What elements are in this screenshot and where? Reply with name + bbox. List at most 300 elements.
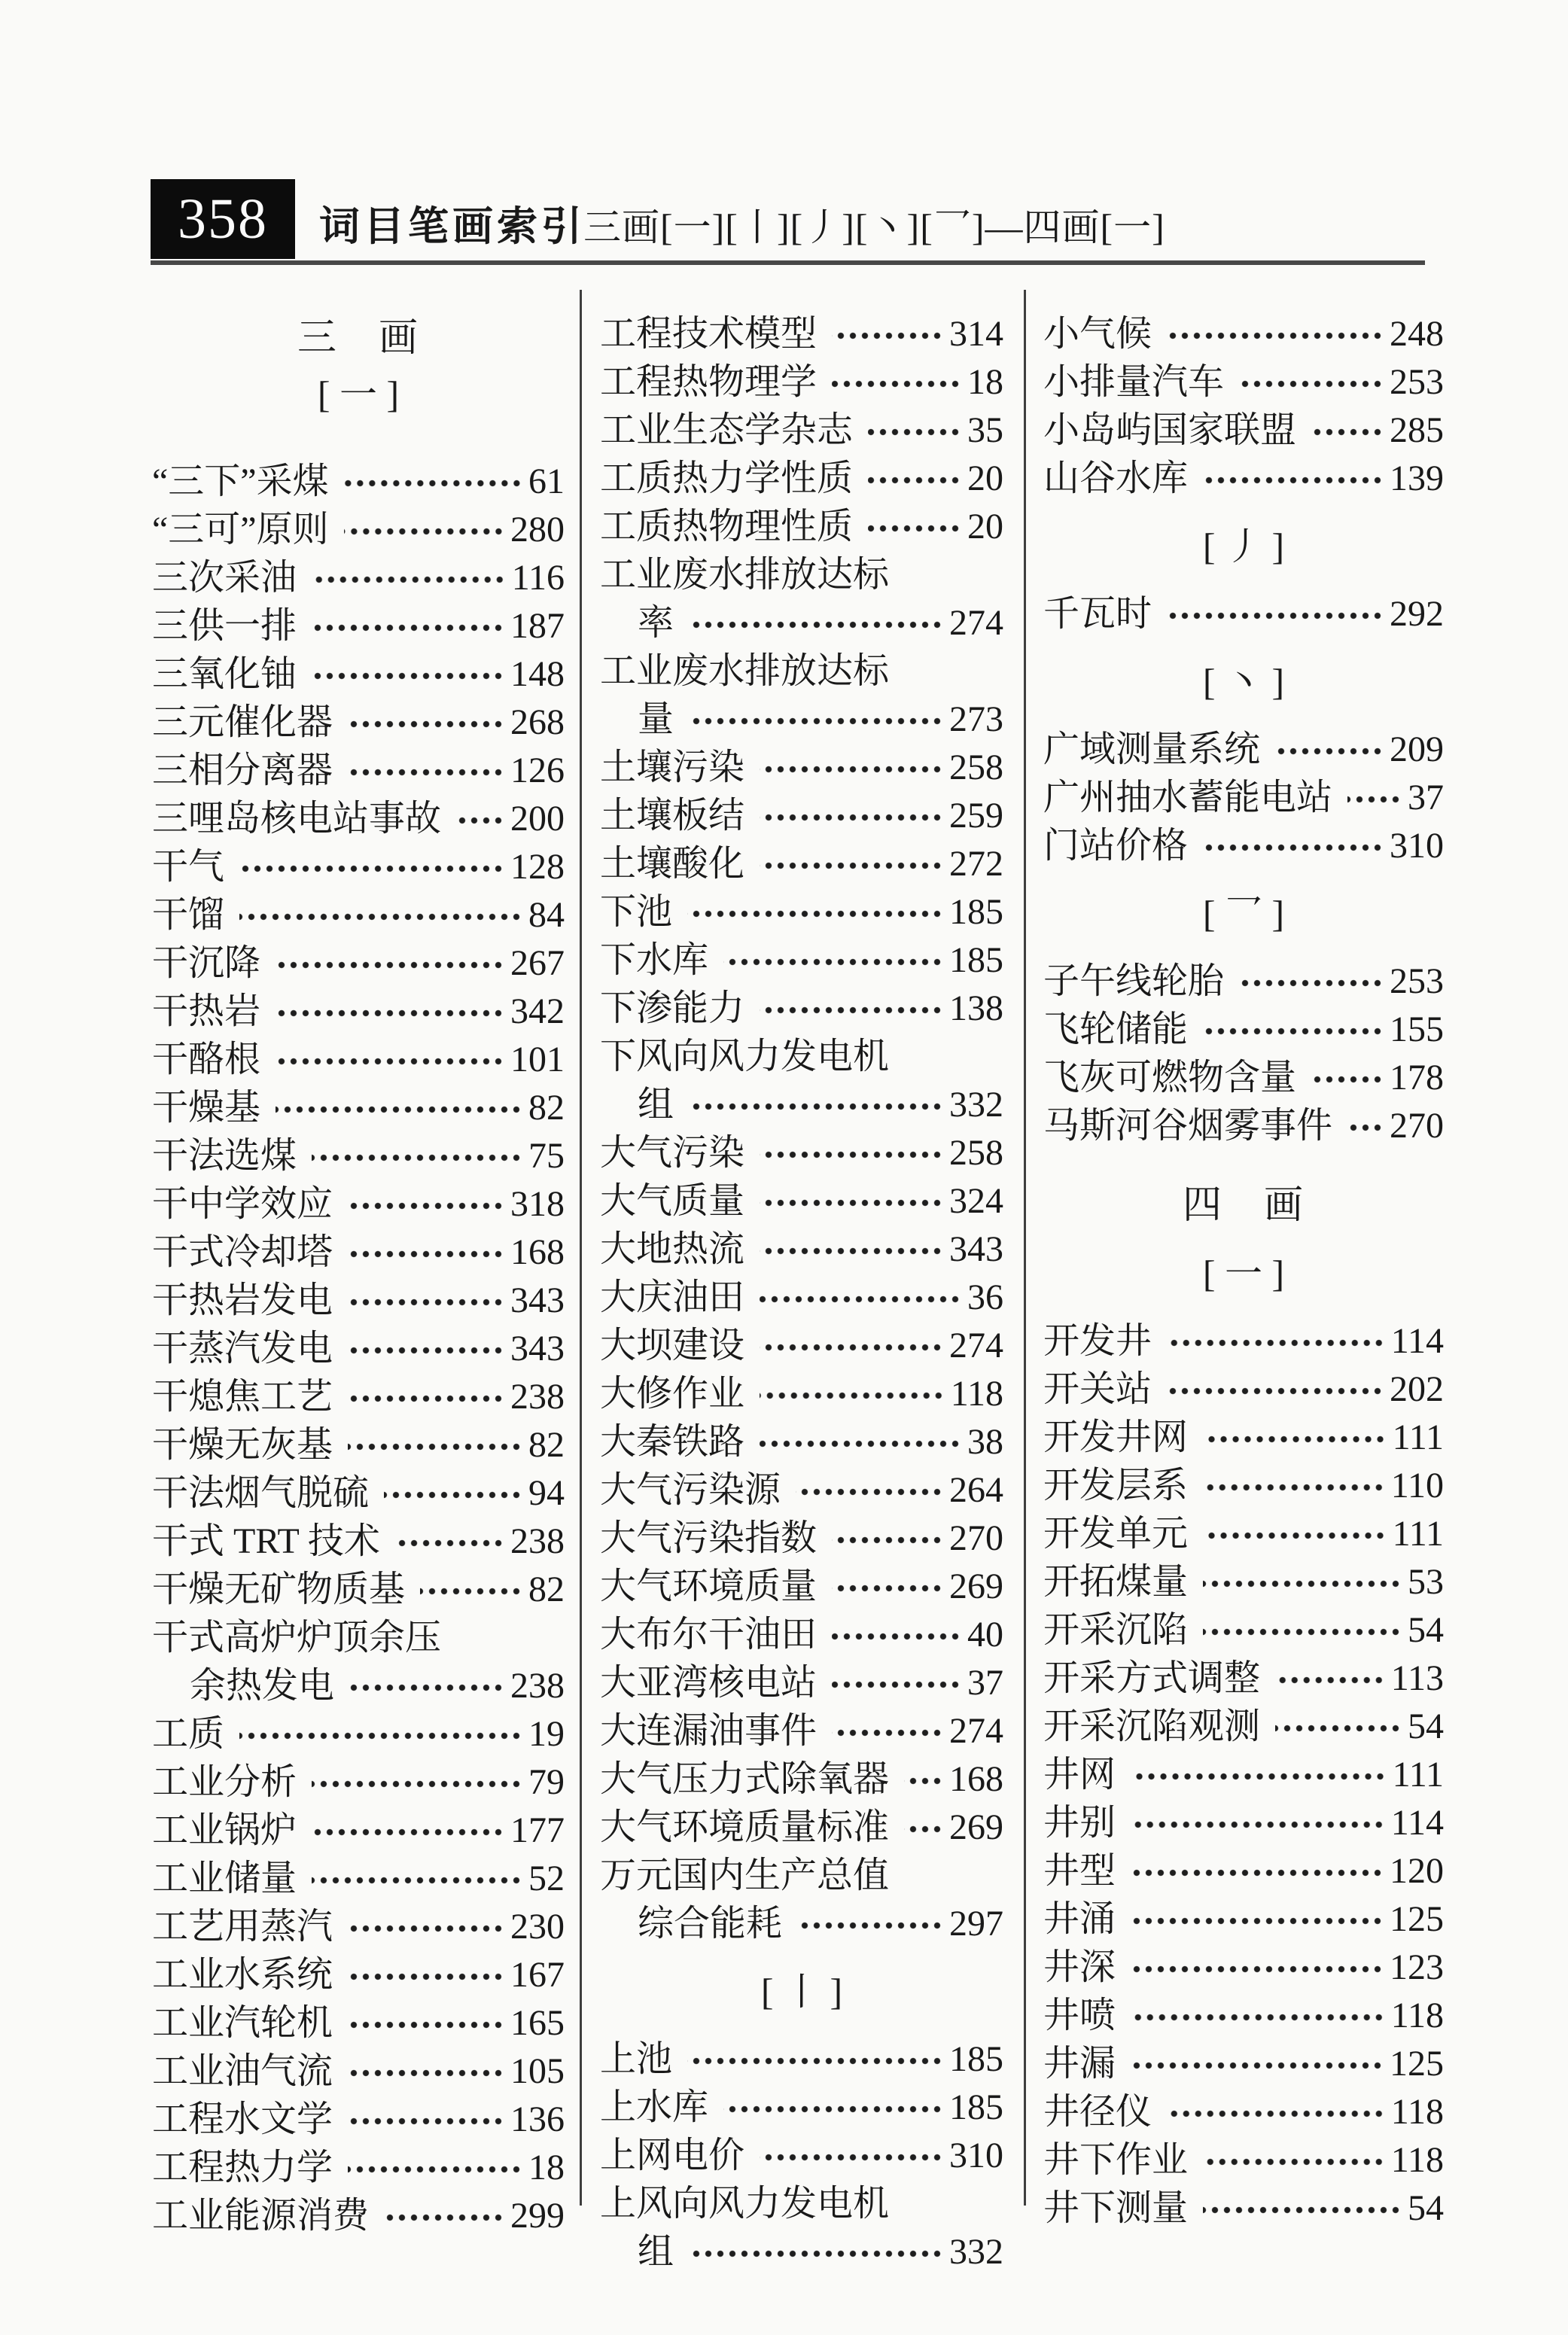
dot-leader — [348, 1228, 504, 1277]
index-entry — [152, 2047, 565, 2096]
index-entry — [600, 1707, 1003, 1755]
entry-page-number: 111 — [1392, 1417, 1444, 1457]
dot-leader — [348, 2144, 522, 2192]
entry-page-number: 37 — [1408, 778, 1444, 817]
index-entry — [1043, 774, 1444, 822]
entry-term: 井网 — [1043, 1755, 1116, 1795]
entry-page-number: 118 — [950, 1374, 1003, 1414]
entry-term: 门站价格 — [1043, 826, 1189, 866]
index-entry — [1043, 1895, 1444, 1944]
entry-page-number: 299 — [510, 2196, 565, 2236]
dot-leader — [276, 939, 504, 988]
entry-term: 三氧化铀 — [152, 654, 297, 694]
entry-page-number: 18 — [528, 2148, 565, 2187]
dot-leader — [832, 1515, 943, 1563]
entry-term: 量 — [638, 699, 674, 739]
dot-leader — [760, 1274, 961, 1322]
dot-leader — [760, 1418, 961, 1466]
entry-page-number: 165 — [510, 2003, 565, 2043]
entry-term: 干气 — [152, 847, 225, 887]
index-entry — [600, 744, 1003, 792]
index-column-1 — [152, 310, 565, 2240]
index-entry — [1043, 2040, 1444, 2088]
bracket-heading: [ 乛 ] — [1202, 893, 1285, 935]
entry-page-number: 274 — [949, 1711, 1003, 1751]
dot-leader — [1203, 2184, 1402, 2233]
entry-page-number: 200 — [510, 799, 565, 839]
entry-term: 干热岩发电 — [152, 1280, 333, 1320]
index-entry — [152, 1614, 565, 1662]
index-entry — [152, 795, 565, 843]
entry-page-number: 343 — [510, 1329, 565, 1368]
dot-leader — [1203, 455, 1384, 503]
entry-term: 工业生态学杂志 — [600, 410, 854, 450]
entry-term: 干酪根 — [152, 1040, 261, 1079]
entry-term: 井径仪 — [1043, 2092, 1152, 2132]
index-entry — [600, 2132, 1003, 2180]
entry-page-number: 258 — [949, 1133, 1003, 1173]
entry-page-number: 253 — [1390, 362, 1444, 402]
entry-term: 大地热流 — [600, 1229, 745, 1269]
dot-leader — [832, 358, 961, 406]
dot-leader — [1347, 1102, 1384, 1150]
entry-page-number: 185 — [949, 940, 1003, 980]
entry-term: 干熄焦工艺 — [152, 1377, 333, 1417]
entry-page-number: 187 — [510, 606, 565, 646]
entry-page-number: 79 — [528, 1762, 565, 1802]
entry-term: 工程水文学 — [152, 2099, 333, 2139]
dot-leader — [348, 1277, 504, 1325]
entry-term: 大连漏油事件 — [600, 1711, 817, 1751]
entry-page-number: 272 — [949, 844, 1003, 884]
index-entry — [152, 939, 565, 988]
index-entry — [152, 1807, 565, 1855]
entry-term: 井漏 — [1043, 2044, 1116, 2084]
index-entry — [600, 840, 1003, 888]
dot-leader — [348, 747, 504, 795]
index-entry — [600, 1659, 1003, 1707]
entry-term: 大布尔干油田 — [600, 1615, 817, 1655]
entry-page-number: 342 — [510, 991, 565, 1031]
entry-page-number: 125 — [1390, 2044, 1444, 2084]
index-entry — [600, 2035, 1003, 2084]
index-entry — [152, 602, 565, 650]
index-entry — [1043, 1510, 1444, 1558]
entry-page-number: 280 — [510, 510, 565, 550]
stroke-heading: 四 画 — [1182, 1184, 1305, 1227]
index-entry — [1043, 358, 1444, 406]
index-entry — [600, 599, 1003, 647]
entry-term: 工业锅炉 — [152, 1810, 297, 1850]
entry-page-number: 128 — [510, 847, 565, 887]
entry-term: 井涌 — [1043, 1899, 1116, 1939]
index-entry — [152, 1710, 565, 1758]
dot-leader — [1167, 310, 1384, 358]
index-entry — [152, 1758, 565, 1807]
entry-term: 下池 — [600, 892, 673, 932]
index-entry — [1043, 2088, 1444, 2136]
dot-leader — [760, 1129, 943, 1177]
entry-page-number: 125 — [1390, 1899, 1444, 1939]
entry-page-number: 82 — [528, 1569, 565, 1609]
entry-term: 组 — [638, 2232, 674, 2272]
index-entry — [152, 650, 565, 699]
entry-term: 上池 — [600, 2039, 673, 2079]
entry-page-number: 19 — [528, 1714, 565, 1754]
dot-leader — [348, 1903, 504, 1951]
entry-page-number: 318 — [510, 1184, 565, 1224]
index-entry — [152, 1469, 565, 1518]
entry-page-number: 116 — [511, 558, 565, 598]
dot-leader — [239, 891, 522, 939]
entry-term: 土壤板结 — [600, 796, 745, 836]
entry-page-number: 111 — [1392, 1755, 1444, 1795]
index-entry — [600, 1322, 1003, 1370]
entry-term: 大气污染源 — [600, 1470, 781, 1510]
entry-term: 下渗能力 — [600, 988, 745, 1028]
dot-leader — [1167, 1317, 1385, 1365]
dot-leader — [312, 1807, 504, 1855]
entry-page-number: 297 — [949, 1904, 1003, 1944]
dot-leader — [312, 1132, 522, 1180]
index-entry — [600, 1081, 1003, 1129]
entry-term: 广域测量系统 — [1043, 729, 1261, 769]
index-entry — [1043, 1054, 1444, 1102]
dot-leader — [687, 2035, 943, 2084]
entry-term: 干馏 — [152, 895, 225, 935]
dot-leader — [1275, 726, 1384, 774]
entry-page-number: 185 — [949, 2039, 1003, 2079]
dot-leader — [395, 1518, 504, 1566]
index-entry — [600, 1755, 1003, 1804]
index-title: 词目笔画索引 — [319, 204, 586, 249]
entry-term: 小排量汽车 — [1043, 362, 1225, 402]
entry-term: 大坝建设 — [600, 1326, 745, 1365]
dot-leader — [1239, 358, 1384, 406]
dot-leader — [689, 599, 943, 647]
entry-term: 工业能源消费 — [152, 2196, 370, 2236]
dot-leader — [760, 840, 943, 888]
dot-leader — [868, 455, 961, 503]
entry-page-number: 332 — [949, 1085, 1003, 1125]
entry-term: 工业废水排放达标 — [600, 555, 890, 595]
index-entry — [1043, 310, 1444, 358]
dot-leader — [832, 1563, 943, 1611]
entry-page-number: 324 — [949, 1181, 1003, 1221]
dot-leader — [276, 1084, 522, 1132]
entry-page-number: 332 — [949, 2232, 1003, 2272]
entry-term: 广州抽水蓄能电站 — [1043, 778, 1333, 817]
index-entry — [600, 406, 1003, 455]
entry-page-number: 310 — [949, 2136, 1003, 2175]
index-entry — [152, 2192, 565, 2240]
index-entry — [152, 1999, 565, 2047]
index-entry — [600, 2084, 1003, 2132]
entry-term: 大气环境质量 — [600, 1566, 817, 1606]
dot-leader — [1131, 1895, 1384, 1944]
entry-page-number: 264 — [949, 1470, 1003, 1510]
index-entry — [1043, 1102, 1444, 1150]
index-entry — [1043, 1992, 1444, 2040]
index-entry — [600, 1466, 1003, 1515]
dot-leader — [1311, 406, 1384, 455]
entry-term: 开拓煤量 — [1043, 1562, 1189, 1602]
dot-leader — [723, 936, 943, 985]
index-entry — [152, 1662, 565, 1710]
index-entry — [600, 792, 1003, 840]
dot-leader — [348, 1951, 504, 1999]
bracket-heading: [ 一 ] — [317, 373, 400, 416]
entry-term: 下水库 — [600, 940, 709, 980]
dot-leader — [760, 1322, 943, 1370]
dot-leader — [1203, 1006, 1384, 1054]
entry-page-number: 118 — [1390, 2140, 1444, 2180]
dot-leader — [1203, 1558, 1402, 1606]
entry-page-number: 274 — [949, 603, 1003, 643]
entry-page-number: 168 — [510, 1232, 565, 1272]
index-entry — [1043, 726, 1444, 774]
entry-page-number: 230 — [510, 1907, 565, 1947]
index-entry — [600, 2180, 1003, 2228]
dot-leader — [1275, 1703, 1402, 1751]
index-entry — [1043, 1606, 1444, 1655]
index-entry — [600, 358, 1003, 406]
entry-page-number: 238 — [510, 1521, 565, 1561]
entry-page-number: 113 — [1390, 1658, 1444, 1698]
index-entry — [600, 2228, 1003, 2276]
entry-term: 工程热力学 — [152, 2148, 333, 2187]
index-entry — [1043, 406, 1444, 455]
index-entry — [600, 647, 1003, 696]
dot-leader — [689, 696, 943, 744]
entry-term: 组 — [638, 1085, 674, 1125]
dot-leader — [1275, 1655, 1385, 1703]
entry-term: 井别 — [1043, 1803, 1116, 1843]
index-entry — [1043, 1462, 1444, 1510]
entry-page-number: 238 — [510, 1377, 565, 1417]
dot-leader — [276, 988, 504, 1036]
index-entry — [600, 1900, 1003, 1948]
index-entry — [1043, 1847, 1444, 1895]
dot-leader — [1239, 957, 1384, 1006]
entry-page-number: 82 — [528, 1425, 565, 1465]
index-entry — [600, 1515, 1003, 1563]
index-entry — [152, 1325, 565, 1373]
entry-page-number: 118 — [1390, 1996, 1444, 2035]
dot-leader — [456, 795, 504, 843]
entry-page-number: 35 — [967, 410, 1003, 450]
entry-term: 上网电价 — [600, 2136, 745, 2175]
entry-page-number: 185 — [949, 892, 1003, 932]
entry-page-number: 285 — [1390, 410, 1444, 450]
index-entry — [152, 1228, 565, 1277]
entry-term: 大秦铁路 — [600, 1422, 745, 1462]
index-entry — [1043, 822, 1444, 870]
entry-page-number: 269 — [949, 1566, 1003, 1606]
entry-term: 子午线轮胎 — [1043, 961, 1225, 1001]
entry-term: 小气候 — [1043, 314, 1152, 354]
entry-page-number: 270 — [1390, 1106, 1444, 1146]
index-entry — [600, 1129, 1003, 1177]
entry-term: 万元国内生产总值 — [600, 1856, 890, 1895]
entry-page-number: 75 — [528, 1136, 565, 1176]
index-entry — [152, 1903, 565, 1951]
entry-page-number: 37 — [967, 1663, 1003, 1703]
dot-leader — [420, 1566, 522, 1614]
entry-page-number: 168 — [949, 1759, 1003, 1799]
entry-page-number: 292 — [1390, 594, 1444, 634]
index-entry — [152, 843, 565, 891]
bracket-heading: [ 丿 ] — [1202, 525, 1285, 568]
entry-page-number: 118 — [1390, 2092, 1444, 2132]
dot-leader — [1203, 1510, 1387, 1558]
entry-term: 井型 — [1043, 1851, 1116, 1891]
column-divider — [1024, 290, 1026, 2206]
index-entry — [152, 1421, 565, 1469]
dot-leader — [904, 1804, 943, 1852]
index-entry — [152, 1951, 565, 1999]
entry-page-number: 155 — [1390, 1009, 1444, 1049]
dot-leader — [344, 458, 522, 506]
dot-leader — [760, 1225, 943, 1274]
dot-leader — [1131, 1992, 1385, 2040]
page-number: 358 — [178, 187, 268, 251]
entry-term: 工业油气流 — [152, 2051, 333, 2091]
entry-page-number: 61 — [528, 461, 565, 501]
entry-term: 井深 — [1043, 1947, 1116, 1987]
index-entry — [1043, 1006, 1444, 1054]
dot-leader — [348, 1999, 504, 2047]
dot-leader — [1131, 1799, 1385, 1847]
entry-page-number: 105 — [510, 2051, 565, 2091]
index-entry — [1043, 1655, 1444, 1703]
dot-leader — [312, 1855, 522, 1903]
dot-leader — [1203, 1462, 1385, 1510]
entry-term: 工业水系统 — [152, 1955, 333, 1995]
entry-term: 干燥无灰基 — [152, 1425, 333, 1465]
dot-leader — [1131, 1944, 1384, 1992]
entry-term: 工业汽轮机 — [152, 2003, 333, 2043]
index-entry — [1043, 590, 1444, 638]
entry-term: 工业分析 — [152, 1762, 297, 1802]
entry-term: 三哩岛核电站事故 — [152, 799, 442, 839]
index-entry — [152, 1855, 565, 1903]
dot-leader — [1203, 1414, 1387, 1462]
stroke-heading: 三 画 — [297, 317, 419, 360]
entry-page-number: 139 — [1390, 458, 1444, 498]
entry-term: 千瓦时 — [1043, 594, 1152, 634]
entry-term: 开发井网 — [1043, 1417, 1189, 1457]
entry-term: 三相分离器 — [152, 750, 333, 790]
entry-term: 开发单元 — [1043, 1514, 1189, 1554]
index-entry — [600, 1274, 1003, 1322]
entry-term: 工质热力学性质 — [600, 458, 854, 498]
entry-page-number: 111 — [1392, 1514, 1444, 1554]
entry-term: 三供一排 — [152, 606, 297, 646]
dot-leader — [348, 1373, 504, 1421]
entry-page-number: 267 — [510, 943, 565, 983]
dot-leader — [760, 744, 943, 792]
index-entry — [1043, 957, 1444, 1006]
entry-term: 开采方式调整 — [1043, 1658, 1261, 1698]
index-entry — [152, 988, 565, 1036]
entry-term: 土壤酸化 — [600, 844, 745, 884]
entry-term: 干沉降 — [152, 943, 261, 983]
entry-page-number: 258 — [949, 747, 1003, 787]
dot-leader — [344, 506, 504, 554]
index-entry — [1043, 1365, 1444, 1414]
index-entry — [152, 699, 565, 747]
dot-leader — [312, 1758, 522, 1807]
index-entry — [152, 2096, 565, 2144]
index-entry — [152, 1277, 565, 1325]
index-entry — [600, 696, 1003, 744]
index-entry — [600, 1225, 1003, 1274]
entry-page-number: 310 — [1390, 826, 1444, 866]
entry-term: 工质 — [152, 1714, 225, 1754]
entry-term: 大庆油田 — [600, 1277, 745, 1317]
index-entry — [152, 891, 565, 939]
dot-leader — [348, 1180, 504, 1228]
entry-term: 工艺用蒸汽 — [152, 1907, 333, 1947]
entry-term: 开发层系 — [1043, 1466, 1189, 1505]
entry-page-number: 343 — [510, 1280, 565, 1320]
entry-term: 干法选煤 — [152, 1136, 297, 1176]
entry-page-number: 101 — [510, 1040, 565, 1079]
dot-leader — [348, 1325, 504, 1373]
entry-page-number: 84 — [528, 895, 565, 935]
index-entry — [600, 1852, 1003, 1900]
entry-page-number: 248 — [1390, 314, 1444, 354]
dot-leader — [349, 1662, 504, 1710]
dot-leader — [760, 1177, 943, 1225]
entry-page-number: 136 — [510, 2099, 565, 2139]
entry-page-number: 148 — [510, 654, 565, 694]
entry-page-number: 38 — [967, 1422, 1003, 1462]
dot-leader — [868, 503, 961, 551]
entry-term: 干热岩 — [152, 991, 261, 1031]
entry-term: 井下作业 — [1043, 2140, 1189, 2180]
dot-leader — [723, 2084, 943, 2132]
entry-term: “三可”原则 — [152, 510, 329, 550]
entry-term: 干法烟气脱硫 — [152, 1473, 370, 1513]
dot-leader — [868, 406, 961, 455]
dot-leader — [312, 554, 506, 602]
dot-leader — [312, 650, 504, 699]
entry-page-number: 269 — [949, 1807, 1003, 1847]
entry-page-number: 120 — [1390, 1851, 1444, 1891]
entry-term: 干中学效应 — [152, 1184, 333, 1224]
entry-page-number: 123 — [1390, 1947, 1444, 1987]
entry-term: 三元催化器 — [152, 702, 333, 742]
dot-leader — [1131, 2040, 1384, 2088]
dot-leader — [1203, 2136, 1385, 2184]
entry-term: 飞轮储能 — [1043, 1009, 1189, 1049]
entry-page-number: 36 — [967, 1277, 1003, 1317]
entry-term: 大亚湾核电站 — [600, 1663, 817, 1703]
index-entry — [152, 554, 565, 602]
index-entry — [600, 455, 1003, 503]
dot-leader — [1167, 2088, 1385, 2136]
entry-term: 干式高炉炉顶余压 — [152, 1618, 442, 1658]
dot-leader — [1167, 1365, 1384, 1414]
entry-page-number: 185 — [949, 2087, 1003, 2127]
index-entry — [152, 1132, 565, 1180]
dot-leader — [832, 1659, 961, 1707]
entry-term: 土壤污染 — [600, 747, 745, 787]
entry-page-number: 53 — [1408, 1562, 1444, 1602]
bracket-heading: [ 丶 ] — [1202, 661, 1285, 703]
